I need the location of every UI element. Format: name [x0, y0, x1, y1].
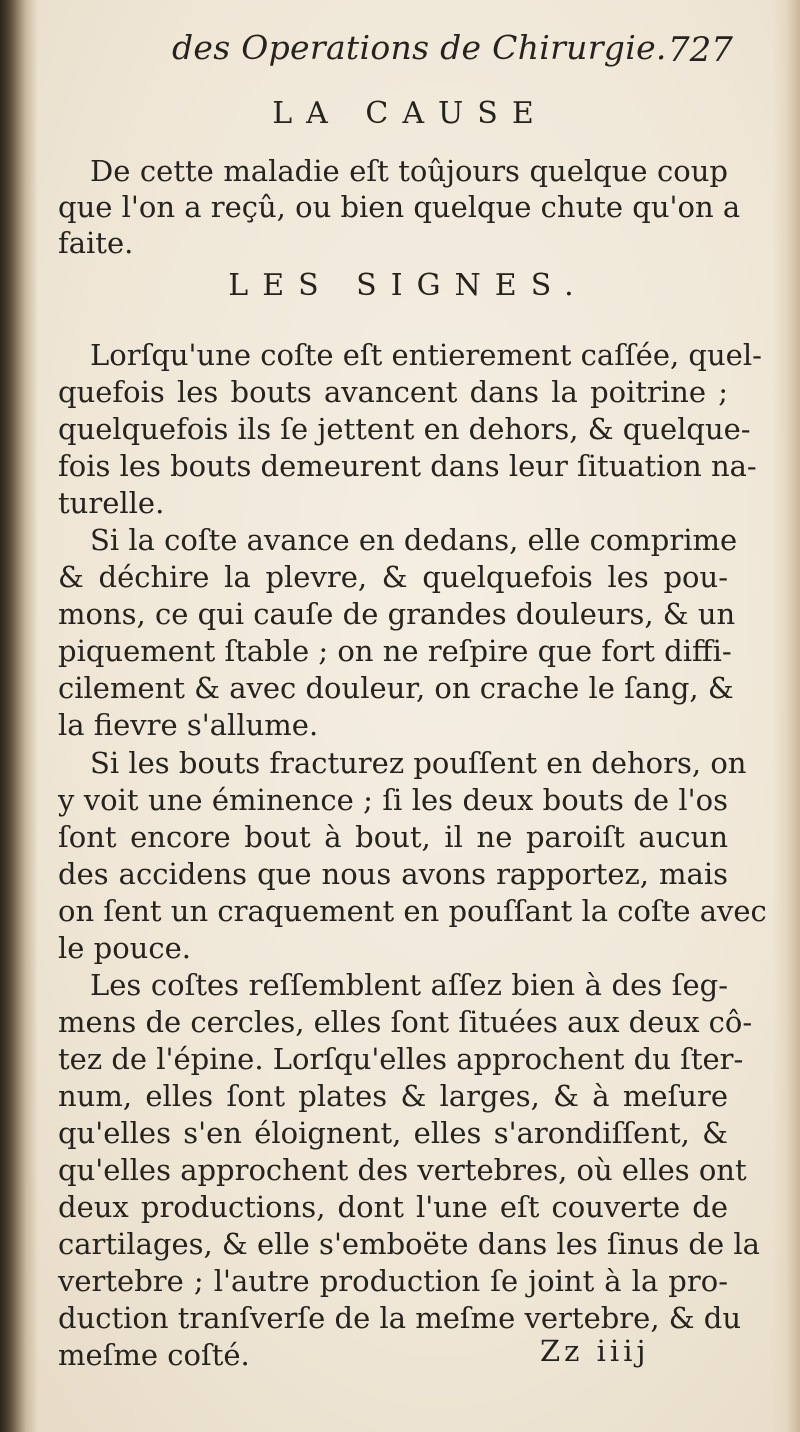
text-line: mens de cercles, elles ſont ſituées aux deux cô- [58, 1005, 753, 1039]
text-line: que l'on a reçû, ou bien quelque chute qu'on a [58, 190, 741, 224]
text-line: faite. [58, 226, 134, 260]
text-line: Lorſqu'une coſte eſt entierement caſſée, quel- [90, 338, 762, 372]
text-line: Si la coſte avance en dedans, elle comprime [90, 523, 738, 557]
text-line: quefois les bouts avancent dans la poitrine ; [58, 375, 728, 409]
text-line: vertebre ; l'autre production ſe joint à la pro- [58, 1264, 728, 1298]
binding-gutter [0, 0, 38, 1432]
text-line: deux productions, dont l'une eſt couverte de [58, 1190, 728, 1224]
text-line: tez de l'épine. Lorſqu'elles approchent du ſter- [58, 1042, 744, 1076]
text-line: y voit une éminence ; ſi les deux bouts de l'os [58, 783, 728, 817]
section-heading-cause: LA CAUSE [272, 96, 548, 131]
text-line: piquement ſtable ; on ne reſpire que fort diffi- [58, 634, 732, 668]
page-number: 727 [668, 30, 733, 70]
page-edge [772, 0, 800, 1432]
text-line: meſme coſté. [58, 1338, 250, 1372]
text-line: des accidens que nous avons rapportez, mais [58, 857, 728, 891]
text-line: on ſent un craquement en pouſſant la coſte avec [58, 894, 767, 928]
text-line: Les coſtes reſſemblent aſſez bien à des ſeg- [90, 968, 728, 1002]
text-line: mons, ce qui cauſe de grandes douleurs, & un [58, 597, 736, 631]
text-line: De cette maladie eſt toûjours quelque coup [90, 154, 728, 188]
text-line: cilement & avec douleur, on crache le ſang, & [58, 671, 734, 705]
signature-mark: Zz iiij [540, 1334, 650, 1368]
text-line: ſont encore bout à bout, il ne paroiſt aucun [58, 820, 728, 854]
text-line: cartilages, & elle s'emboëte dans les ſinus de la [58, 1227, 760, 1261]
text-line: qu'elles s'en éloignent, elles s'arondiſſent, & [58, 1116, 728, 1150]
text-line: la fievre s'allume. [58, 708, 319, 742]
text-line: Si les bouts fracturez pouſſent en dehors, on [90, 746, 747, 780]
text-line: duction tranſverſe de la meſme vertebre, & du [58, 1301, 742, 1335]
section-heading-signes: LES SIGNES. [228, 268, 588, 303]
text-line: fois les bouts demeurent dans leur ſituation na- [58, 449, 757, 483]
text-line: quelquefois ils ſe jettent en dehors, & quelque- [58, 412, 751, 446]
text-line: qu'elles approchent des vertebres, où elles ont [58, 1153, 747, 1187]
text-line: turelle. [58, 486, 165, 520]
text-line: num, elles ſont plates & larges, & à meſure [58, 1079, 728, 1113]
text-line: & déchire la plevre, & quelquefois les pou- [58, 560, 728, 594]
text-line: le pouce. [58, 931, 191, 965]
running-head: des Operations de Chirurgie. [172, 28, 667, 67]
